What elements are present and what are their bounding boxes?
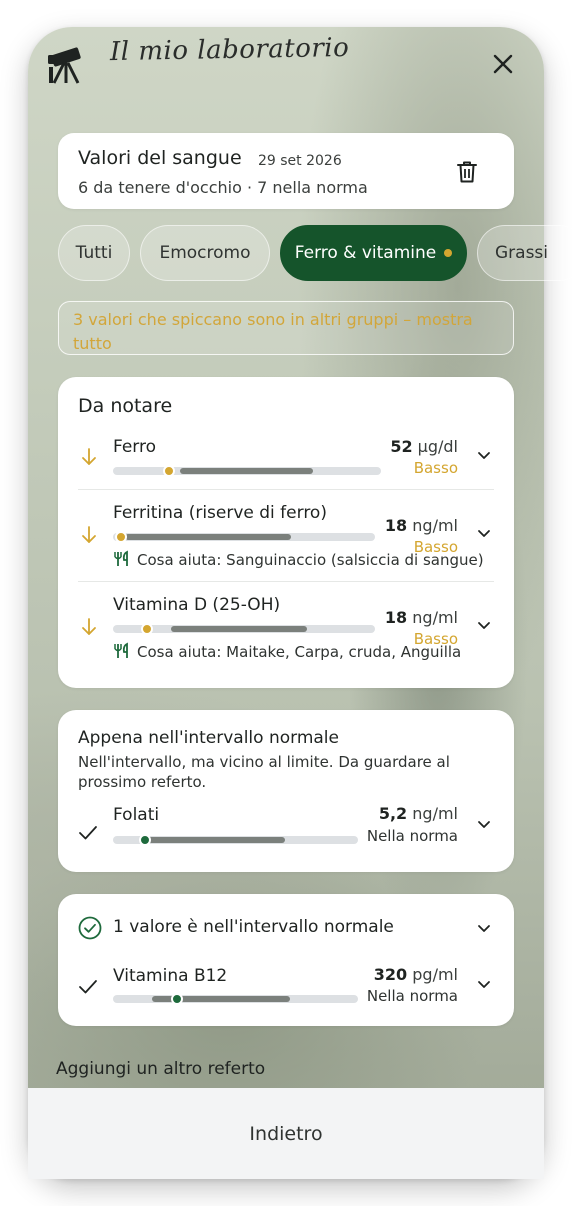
range-bar: [113, 467, 381, 475]
status-badge: Basso: [413, 538, 458, 556]
result-name: Ferritina (riserve di ferro): [113, 503, 327, 523]
tab-label: Ferro & vitamine: [294, 243, 437, 263]
result-value: [374, 965, 458, 984]
result-name: Vitamina D (25-OH): [113, 595, 281, 615]
result-row-ferritina[interactable]: [58, 495, 514, 581]
close-icon: [492, 53, 514, 75]
value-marker: [141, 623, 153, 635]
tab-indicator-dot: [444, 249, 452, 257]
range-bar: [113, 836, 358, 844]
fork-knife-icon: [113, 551, 131, 567]
phone-screen: [28, 27, 549, 1179]
chevron-down-icon: [474, 814, 494, 834]
result-name: Ferro: [113, 437, 157, 457]
status-badge: Basso: [413, 459, 458, 477]
borderline-section: [58, 710, 514, 872]
result-row-vitamina-d[interactable]: [58, 587, 514, 673]
tab-label: Grassi: [495, 243, 549, 263]
value-unit: ng/ml: [412, 516, 458, 535]
tab-label: Emocromo: [159, 243, 251, 263]
report-card: [58, 133, 514, 209]
result-name: Vitamina B12: [113, 966, 228, 986]
normal-range: [180, 468, 313, 474]
result-value: [379, 804, 458, 823]
chevron-down-icon: [474, 918, 494, 938]
divider: [78, 581, 494, 582]
report-date: 29 set 2026: [258, 153, 342, 169]
value-marker: [139, 834, 151, 846]
range-bar: [113, 995, 358, 1003]
normal-section: [58, 894, 514, 1026]
chevron-down-icon: [474, 615, 494, 635]
section-title: Da notare: [78, 395, 173, 417]
help-text: Cosa aiuta: Sanguinaccio (salsiccia di sangue): [137, 551, 484, 569]
normal-range: [145, 837, 285, 843]
value-number: 5,2: [378, 804, 408, 823]
result-name: Folati: [113, 805, 160, 825]
show-all-notice[interactable]: 3 valori che spiccano sono in altri gruppi – mostra tutto: [58, 301, 514, 355]
fork-knife-icon: [113, 643, 131, 659]
value-number: 18: [384, 516, 408, 535]
divider: [78, 489, 494, 490]
back-button[interactable]: [28, 1088, 544, 1179]
result-row-vitamina-b12[interactable]: [58, 962, 514, 1018]
header: [28, 27, 544, 117]
normal-range: [125, 534, 291, 540]
tab-grassi[interactable]: [477, 225, 587, 281]
check-icon: [78, 824, 98, 842]
value-marker: [163, 465, 175, 477]
telescope-icon: [46, 47, 86, 85]
tab-ferro-vitamine[interactable]: [280, 225, 467, 281]
value-marker: [115, 531, 127, 543]
arrow-down-icon: [80, 447, 98, 467]
result-value: [390, 437, 458, 456]
tab-emocromo[interactable]: [140, 225, 270, 281]
range-bar: [113, 625, 375, 633]
trash-icon: [456, 160, 478, 184]
food-help: [113, 551, 484, 569]
result-value: [385, 608, 458, 627]
value-unit: ng/ml: [412, 804, 458, 823]
value-unit: µg/dl: [417, 437, 458, 456]
food-help: [113, 643, 462, 661]
value-unit: pg/ml: [412, 965, 458, 984]
category-tabs: [58, 225, 549, 281]
tab-tutti[interactable]: [58, 225, 130, 281]
chevron-down-icon: [474, 974, 494, 994]
value-number: 18: [384, 608, 408, 627]
report-summary: 6 da tenere d'occhio · 7 nella norma: [78, 178, 368, 197]
app-title: Il mio laboratorio: [109, 32, 350, 68]
value-unit: ng/ml: [412, 608, 458, 627]
value-number: 320: [373, 965, 408, 984]
add-report-link[interactable]: Aggiungi un altro referto: [56, 1059, 266, 1079]
tab-label: Tutti: [75, 243, 113, 263]
back-button-label: Indietro: [249, 1122, 323, 1145]
section-description: Nell'intervallo, ma vicino al limite. Da guardare al prossimo referto.: [78, 753, 450, 791]
chevron-down-icon: [474, 523, 494, 543]
check-icon: [78, 978, 98, 996]
chevron-down-icon: [474, 445, 494, 465]
status-badge: Nella norma: [366, 827, 458, 845]
normal-section-toggle[interactable]: [58, 908, 514, 948]
result-value: [385, 516, 458, 535]
delete-report-button[interactable]: [450, 155, 484, 189]
section-title: Appena nell'intervallo normale: [78, 728, 339, 748]
result-row-folati[interactable]: [58, 800, 514, 860]
status-badge: Basso: [413, 630, 458, 648]
arrow-down-icon: [80, 525, 98, 545]
normal-range: [171, 626, 307, 632]
close-button[interactable]: [486, 47, 520, 81]
check-circle-icon: [78, 916, 102, 940]
report-title: Valori del sangue: [78, 147, 242, 169]
result-row-ferro[interactable]: [58, 429, 514, 489]
value-marker: [171, 993, 183, 1005]
notable-section: [58, 377, 514, 688]
range-bar: [113, 533, 375, 541]
help-text: Cosa aiuta: Maitake, Carpa, cruda, Anguilla: [137, 643, 462, 661]
status-badge: Nella norma: [366, 987, 458, 1005]
arrow-down-icon: [80, 617, 98, 637]
value-number: 52: [390, 437, 413, 456]
section-title: 1 valore è nell'intervallo normale: [113, 917, 394, 937]
